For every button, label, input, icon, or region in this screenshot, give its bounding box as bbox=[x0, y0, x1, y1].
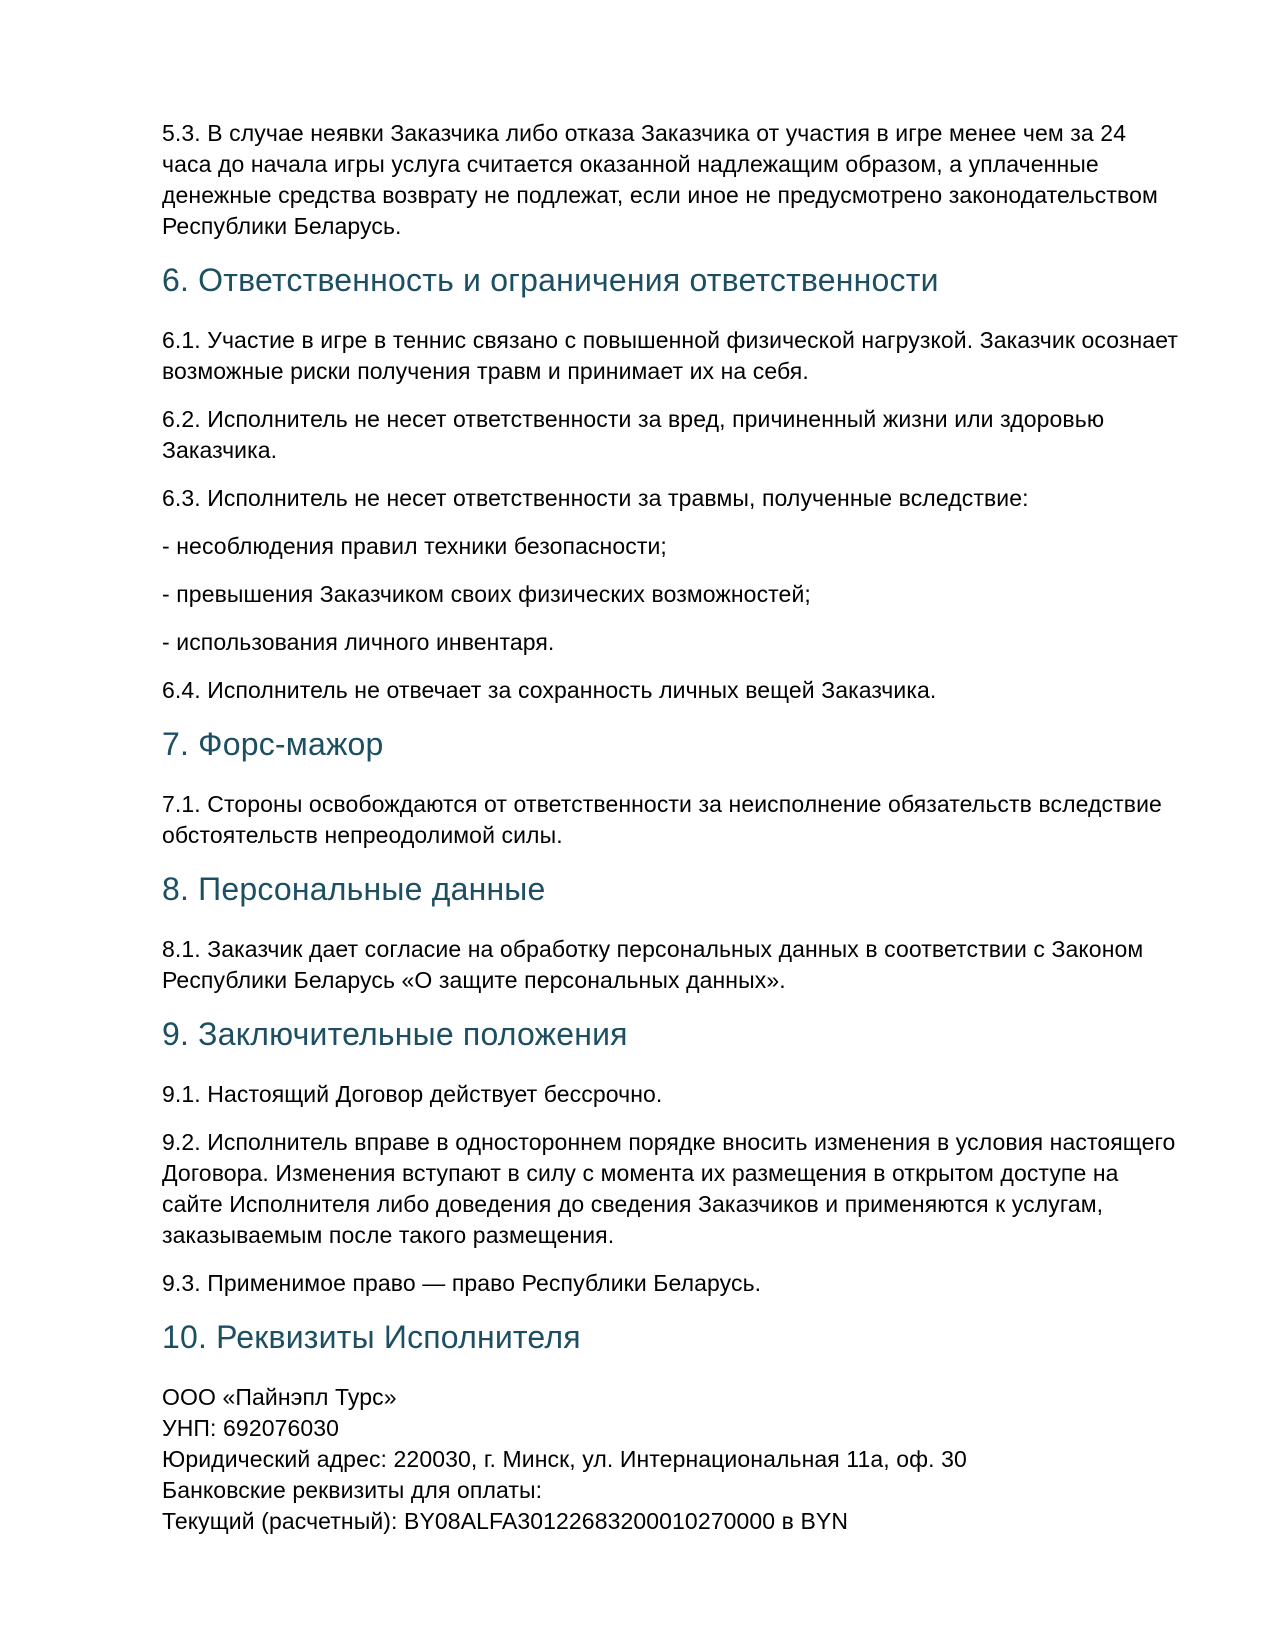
requisites-block bbox=[162, 1382, 1180, 1537]
clause-9-3: 9.3. Применимое право — право Республики Беларусь. bbox=[162, 1270, 762, 1296]
section-6-heading: 6. Ответственность и ограничения ответственности bbox=[162, 262, 939, 298]
clause-9-1: 9.1. Настоящий Договор действует бессрочно. bbox=[162, 1081, 663, 1107]
requisites-legal-address: Юридический адрес: 220030, г. Минск, ул. Интернациональная 11а, оф. 30 bbox=[162, 1446, 967, 1472]
section-9-heading: 9. Заключительные положения bbox=[162, 1016, 628, 1052]
requisites-unp: УНП: 692076030 bbox=[162, 1415, 340, 1441]
clause-8-1: 8.1. Заказчик дает согласие на обработку персональных данных в соответствии с Законом Республики Беларусь «О защите персональных данных». bbox=[162, 936, 1144, 993]
section-8-heading: 8. Персональные данные bbox=[162, 871, 546, 907]
clause-6-3-item-3: - использования личного инвентаря. bbox=[162, 629, 555, 655]
clause-9-2: 9.2. Исполнитель вправе в одностороннем порядке вносить изменения в условия настоящего Договора. Изменения вступают в силу с момента их размещения в открытом доступе на сайте Исполнителя либо доведения до сведения Заказчиков и применяются к услугам, заказываемым после такого размещения. bbox=[162, 1129, 1176, 1248]
clause-6-2: 6.2. Исполнитель не несет ответственности за вред, причиненный жизни или здоровью Заказчика. bbox=[162, 406, 1105, 463]
clause-6-1: 6.1. Участие в игре в теннис связано с повышенной физической нагрузкой. Заказчик осознает возможные риски получения травм и принимает их на себя. bbox=[162, 327, 1178, 384]
requisites-company-name: ООО «Пайнэпл Турс» bbox=[162, 1384, 397, 1410]
clause-6-3-item-1: - несоблюдения правил техники безопасности; bbox=[162, 533, 667, 559]
clause-6-4: 6.4. Исполнитель не отвечает за сохранность личных вещей Заказчика. bbox=[162, 677, 937, 703]
clause-6-3-item-2: - превышения Заказчиком своих физических возможностей; bbox=[162, 581, 811, 607]
section-10-heading: 10. Реквизиты Исполнителя bbox=[162, 1319, 581, 1355]
requisites-bank-label: Банковские реквизиты для оплаты: bbox=[162, 1477, 543, 1503]
clause-6-3: 6.3. Исполнитель не несет ответственности за травмы, полученные вследствие: bbox=[162, 485, 1029, 511]
clause-7-1: 7.1. Стороны освобождаются от ответственности за неисполнение обязательств вследствие обстоятельств непреодолимой силы. bbox=[162, 791, 1162, 848]
section-7-heading: 7. Форс-мажор bbox=[162, 726, 384, 762]
clause-5-3: 5.3. В случае неявки Заказчика либо отказа Заказчика от участия в игре менее чем за 24 часа до начала игры услуга считается оказанной надлежащим образом, а уплаченные денежные средства возврату не подлежат, если иное не предусмотрено законодательством Республики Беларусь. bbox=[162, 120, 1158, 239]
requisites-account-number: Текущий (расчетный): BY08ALFA30122683200010270000 в BYN bbox=[162, 1508, 849, 1534]
